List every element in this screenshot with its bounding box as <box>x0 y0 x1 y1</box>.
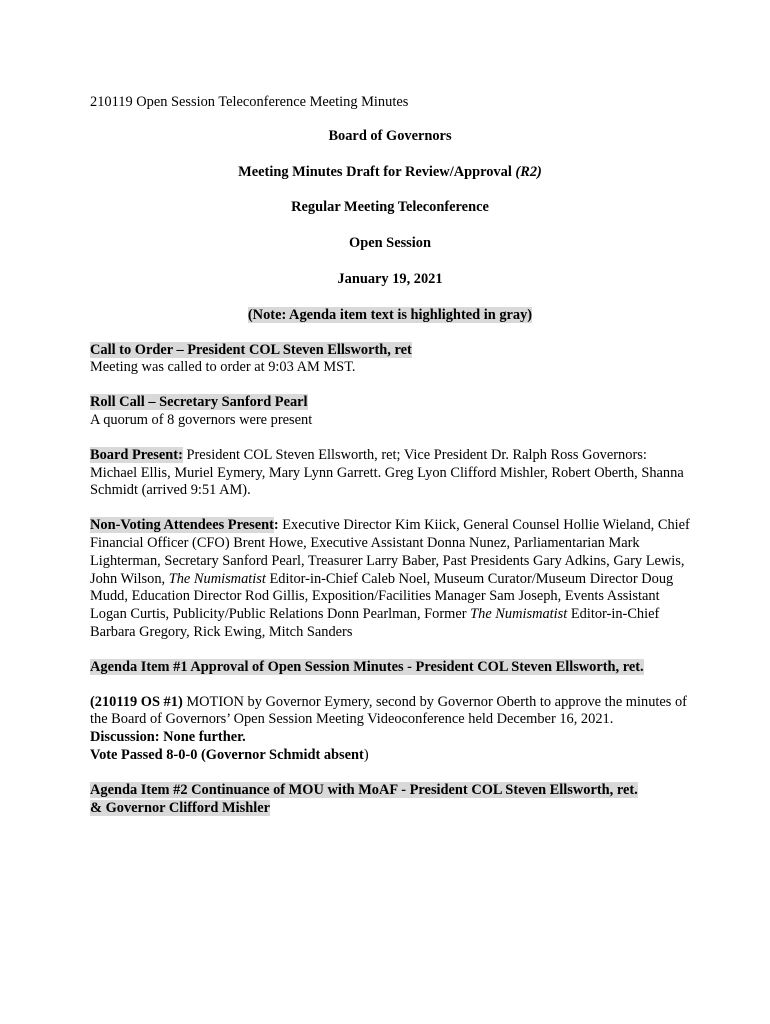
roll-call-section <box>90 394 690 430</box>
agenda-item-2-heading-section <box>90 782 690 818</box>
draft-title: Meeting Minutes Draft for Review/Approval <box>238 163 512 180</box>
call-to-order-heading: Call to Order – President COL Steven Ellsworth, ret <box>90 341 412 358</box>
non-voting-colon: : <box>273 517 279 534</box>
non-voting-text-1: Executive Director Kim Kiick, General Counsel Hollie Wieland, Chief Financial Officer (CFO) Brent Howe, Executive Assistant Donna Nunez, Parliamentarian Mark Lighterman, Secretary Sanford Pearl, Treasurer Larry Baber, Past Presidents Gary Adkins, Gary Lewis, John Wilson, <box>90 517 690 587</box>
meeting-type-heading: Regular Meeting Teleconference <box>291 199 489 216</box>
call-to-order-section <box>90 342 690 378</box>
motion-text: MOTION by Governor Eymery, second by Governor Oberth to approve the minutes of the Board of Governors’ Open Session Meeting Videoconference held December 16, 2021. <box>90 693 687 728</box>
document-title: 210119 Open Session Teleconference Meeting Minutes <box>90 94 409 110</box>
non-voting-label: Non-Voting Attendees Present <box>90 517 274 534</box>
publication-name-2: The Numismatist <box>470 606 568 623</box>
discussion-text: Discussion: None further. <box>90 729 246 746</box>
motion-id: (210119 OS #1) <box>90 693 183 710</box>
date-heading: January 19, 2021 <box>337 270 443 287</box>
agenda-item-1-heading: Agenda Item #1 Approval of Open Session Minutes - President COL Steven Ellsworth, ret. <box>90 658 644 675</box>
org-heading: Board of Governors <box>328 127 452 144</box>
non-voting-text-2: Editor-in-Chief Caleb Noel, Museum Curator/Museum Director Doug Mudd, Education Director Rod Gillis, Exposition/Facilities Manager Sam Joseph, Events Assistant Logan Curtis, Publicity/Public Relations Donn Pearlman, Former <box>90 570 674 623</box>
roll-call-heading: Roll Call – Secretary Sanford Pearl <box>90 394 308 411</box>
note-heading <box>90 307 690 325</box>
vote-close: ) <box>363 746 369 763</box>
document-page <box>90 94 690 834</box>
session-heading: Open Session <box>349 235 431 252</box>
non-voting-section <box>90 517 690 642</box>
vote-text: Vote Passed 8-0-0 (Governor Schmidt absent <box>90 746 364 763</box>
agenda-item-2-heading-line-1: Agenda Item #2 Continuance of MOU with MoAF - President COL Steven Ellsworth, ret. <box>90 781 638 798</box>
call-to-order-text: Meeting was called to order at 9:03 AM MST. <box>90 359 356 376</box>
board-present-text: President COL Steven Ellsworth, ret; Vice President Dr. Ralph Ross Governors: Michael Ellis, Muriel Eymery, Mary Lynn Garrett. Greg Lyon Clifford Mishler, Robert Oberth, Shanna Schmidt (arrived 9:51 AM). <box>90 446 684 499</box>
publication-name: The Numismatist <box>168 570 266 587</box>
agenda-item-2-heading-line-2: & Governor Clifford Mishler <box>90 799 270 816</box>
board-present-label: Board Present: <box>90 446 183 463</box>
highlight-note: (Note: Agenda item text is highlighted in gray) <box>247 306 533 323</box>
agenda-item-1-motion-section <box>90 694 690 765</box>
agenda-item-1-heading-section <box>90 659 690 677</box>
draft-heading <box>90 164 690 182</box>
roll-call-text: A quorum of 8 governors were present <box>90 411 313 428</box>
non-voting-text-3: Editor-in-Chief Barbara Gregory, Rick Ewing, Mitch Sanders <box>90 606 660 640</box>
revision-label: (R2) <box>515 163 542 180</box>
board-present-section <box>90 447 690 500</box>
